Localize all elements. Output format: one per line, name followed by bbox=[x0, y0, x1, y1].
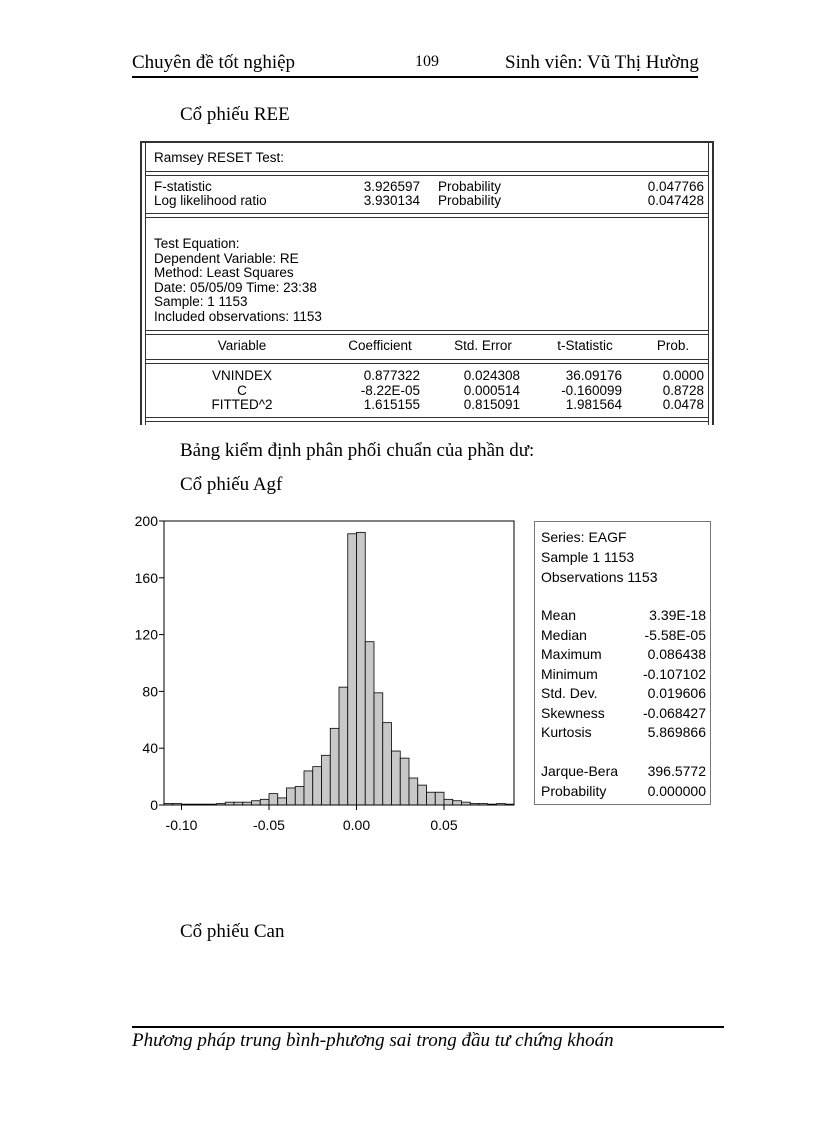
stat-prob-label: Probability bbox=[438, 179, 502, 194]
info-line: Method: Least Squares bbox=[154, 265, 294, 280]
x-tick-label: 0.05 bbox=[430, 817, 458, 833]
stats-row: Median -5.58E-05 bbox=[541, 626, 706, 643]
y-tick-label: 160 bbox=[134, 569, 158, 586]
header-rule bbox=[132, 76, 698, 78]
table-cell: -0.160099 bbox=[561, 382, 622, 398]
y-tick-label: 120 bbox=[134, 626, 158, 643]
stats-series: Series: EAGF bbox=[541, 529, 627, 545]
stats-sample: Sample 1 1153 bbox=[541, 549, 635, 565]
section-can-caption: Cổ phiếu Can bbox=[180, 921, 285, 942]
y-tick-label: 80 bbox=[142, 683, 158, 700]
stat-label: F-statistic bbox=[154, 179, 212, 194]
histogram-bar bbox=[383, 723, 392, 805]
histogram-bar bbox=[313, 767, 322, 805]
column-header: Variable bbox=[217, 338, 267, 353]
stat-prob: 0.047428 bbox=[647, 193, 704, 208]
histogram-bar bbox=[400, 758, 409, 805]
histogram-bar bbox=[260, 799, 269, 805]
y-axis bbox=[135, 513, 164, 813]
table-divider bbox=[146, 417, 708, 422]
table-cell: 0.024308 bbox=[463, 368, 520, 383]
column-header: t-Statistic bbox=[557, 338, 613, 353]
footer-text: Phương pháp trung bình-phương sai trong đầu tư chứng khoán bbox=[132, 1030, 614, 1051]
table-cell: 36.09176 bbox=[565, 368, 622, 383]
stats-row: Kurtosis 5.869866 bbox=[541, 724, 706, 740]
page-number: 109 bbox=[415, 53, 439, 70]
histogram-bar bbox=[427, 792, 436, 805]
histogram-bar bbox=[322, 755, 331, 805]
normality-caption: Bảng kiểm định phân phối chuẩn của phần dư: bbox=[180, 440, 535, 461]
table-cell: 0.000514 bbox=[463, 382, 520, 398]
histogram-bars bbox=[164, 532, 514, 805]
stats-row: Mean 3.39E-18 bbox=[541, 607, 706, 623]
table-cell: 0.815091 bbox=[463, 397, 520, 412]
histogram-bar bbox=[357, 532, 366, 805]
table-cell-variable: FITTED^2 bbox=[211, 397, 273, 412]
table-cell: -8.22E-05 bbox=[360, 382, 420, 398]
histogram-bar bbox=[365, 642, 374, 805]
histogram-bar bbox=[409, 778, 418, 805]
stats-row: Jarque-Bera 396.5772 bbox=[541, 763, 706, 779]
table-inner-border-right bbox=[708, 143, 709, 425]
info-line: Date: 05/05/09 Time: 23:38 bbox=[154, 279, 317, 295]
table-cell: 0.877322 bbox=[363, 368, 420, 383]
reset-test-table bbox=[140, 141, 714, 425]
y-tick-label: 0 bbox=[150, 797, 158, 813]
x-tick-label: -0.05 bbox=[253, 817, 285, 833]
header-right: Sinh viên: Vũ Thị Hường bbox=[505, 52, 699, 73]
x-tick-label: 0.00 bbox=[342, 817, 371, 833]
info-line: Included observations: 1153 bbox=[154, 308, 322, 324]
histogram-bar bbox=[330, 728, 339, 805]
stats-observations: Observations 1153 bbox=[541, 569, 658, 585]
stat-label: Log likelihood ratio bbox=[154, 193, 267, 208]
histogram-bar bbox=[348, 534, 357, 805]
y-tick-label: 200 bbox=[134, 513, 158, 529]
section-agf-caption: Cổ phiếu Agf bbox=[180, 474, 283, 495]
table-cell: 0.8728 bbox=[662, 382, 704, 398]
stat-prob: 0.047766 bbox=[647, 179, 704, 194]
info-line: Dependent Variable: RE bbox=[154, 250, 299, 266]
histogram-bar bbox=[252, 801, 261, 805]
histogram-bar bbox=[287, 788, 296, 805]
table-divider bbox=[146, 359, 708, 364]
histogram-bar bbox=[453, 801, 462, 805]
stats-row: Minimum -0.107102 bbox=[541, 665, 706, 682]
info-line: Test Equation: bbox=[154, 236, 240, 251]
descriptive-stats-box bbox=[534, 521, 711, 805]
table-cell: 1.615155 bbox=[363, 397, 420, 412]
stats-row: Probability 0.000000 bbox=[541, 782, 706, 799]
histogram-bar bbox=[269, 794, 278, 805]
x-axis bbox=[166, 805, 458, 833]
footer-rule bbox=[132, 1026, 724, 1028]
stats-row: Std. Dev. 0.019606 bbox=[541, 685, 706, 701]
table-divider bbox=[146, 330, 708, 335]
column-header: Coefficient bbox=[348, 338, 412, 353]
histogram-bar bbox=[304, 771, 313, 805]
histogram-bar bbox=[444, 799, 453, 805]
stats-row: Maximum 0.086438 bbox=[541, 646, 706, 662]
column-header: Std. Error bbox=[454, 338, 512, 353]
residual-histogram bbox=[122, 505, 522, 837]
histogram-bar bbox=[392, 751, 401, 805]
table-cell-variable: C bbox=[237, 382, 247, 398]
stat-value: 3.930134 bbox=[363, 193, 420, 208]
stats-row: Skewness -0.068427 bbox=[541, 704, 706, 721]
histogram-bar bbox=[295, 787, 304, 805]
table-cell: 1.981564 bbox=[565, 397, 622, 412]
histogram-bar bbox=[435, 792, 444, 805]
histogram-bar bbox=[374, 693, 383, 805]
histogram-bar bbox=[278, 798, 287, 805]
header-left: Chuyên đề tốt nghiệp bbox=[132, 52, 296, 73]
table-inner-border-left bbox=[145, 143, 146, 425]
info-line: Sample: 1 1153 bbox=[154, 294, 248, 309]
stat-value: 3.926597 bbox=[363, 179, 420, 194]
table-cell: 0.0000 bbox=[662, 368, 704, 383]
table-cell-variable: VNINDEX bbox=[211, 368, 272, 383]
histogram-bar bbox=[418, 785, 427, 805]
stat-prob-label: Probability bbox=[438, 193, 502, 208]
reset-title: Ramsey RESET Test: bbox=[154, 150, 285, 165]
table-divider bbox=[146, 171, 708, 176]
x-tick-label: -0.10 bbox=[165, 817, 198, 833]
column-header: Prob. bbox=[656, 338, 690, 353]
y-tick-label: 40 bbox=[142, 740, 158, 757]
histogram-bar bbox=[339, 687, 348, 805]
table-cell: 0.0478 bbox=[662, 397, 704, 412]
table-divider bbox=[146, 213, 708, 218]
section-ree-caption: Cổ phiếu REE bbox=[180, 104, 290, 125]
